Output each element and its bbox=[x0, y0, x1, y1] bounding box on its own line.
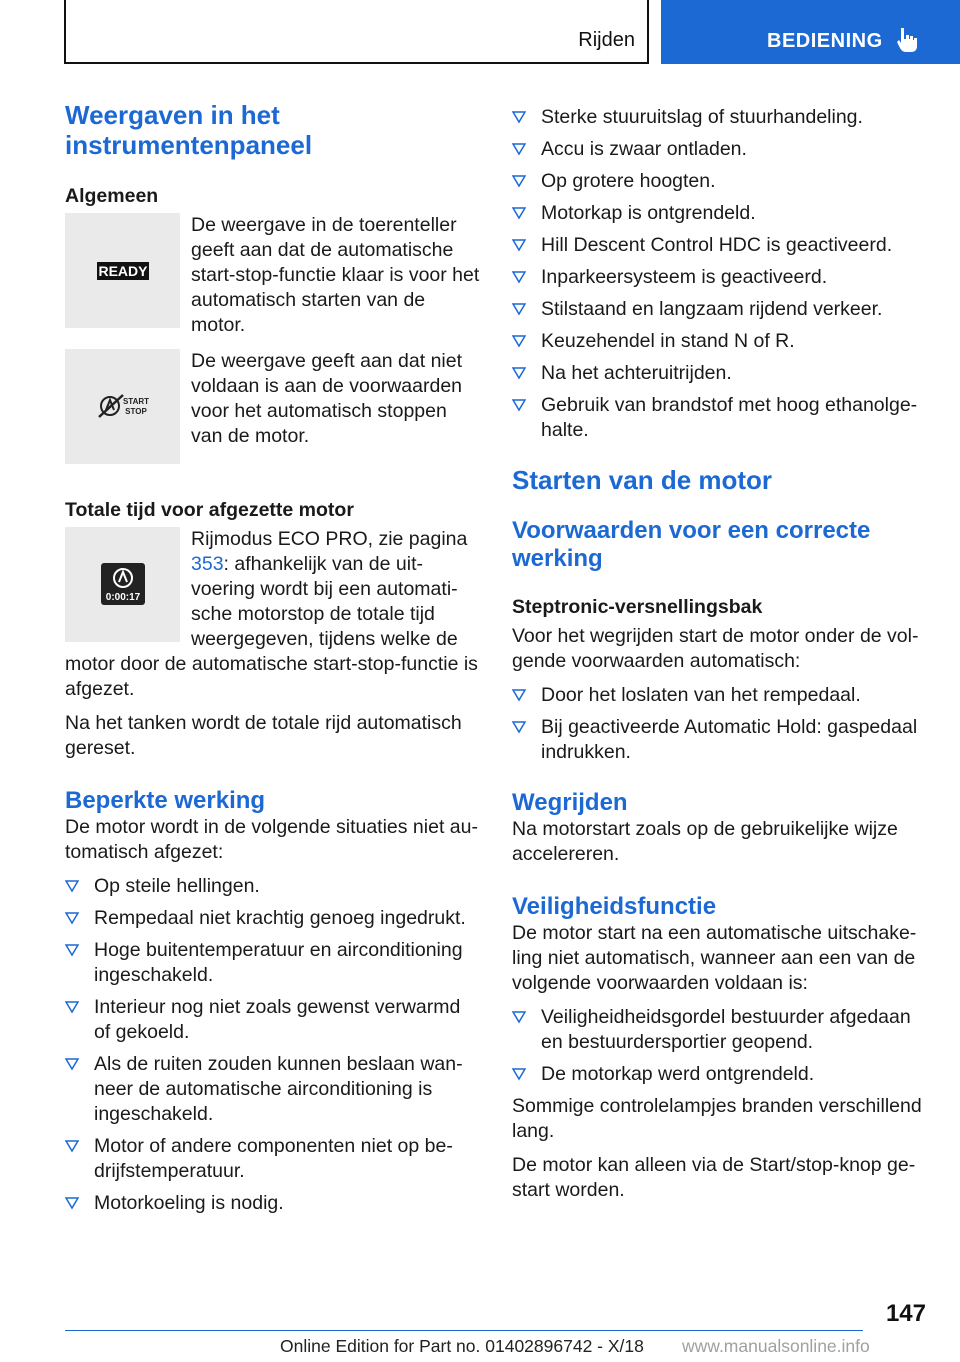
triangle-bullet-icon bbox=[512, 206, 526, 220]
list-item: Keuzehendel in stand N of R. bbox=[512, 329, 922, 354]
heading-wegrijden: Wegrijden bbox=[512, 789, 628, 816]
paragraph-beperkte-werking: De motor wordt in de volgende situaties niet automatisch afgezet: bbox=[65, 816, 478, 863]
right-column bbox=[512, 105, 922, 1212]
list-item: Op grotere hoogten. bbox=[512, 169, 922, 194]
paragraph-ready: De weergave in de toerenteller geeft aan dat de automatische start-stop-functie klaar is voor het automatisch starten van de motor. bbox=[191, 214, 480, 336]
list-item: Motor of andere componenten niet op bedrijfstemperatuur. bbox=[65, 1134, 480, 1184]
triangle-bullet-icon bbox=[512, 720, 526, 734]
list-beperkte-werking-continued bbox=[512, 105, 922, 443]
triangle-bullet-icon bbox=[65, 911, 79, 925]
list-item: Door het loslaten van het rempedaal. bbox=[512, 683, 922, 708]
list-item: Interieur nog niet zoals gewenst verwarmd of gekoeld. bbox=[65, 995, 480, 1045]
page-link-353[interactable]: 353 bbox=[191, 553, 224, 575]
heading-steptronic: Steptronic-versnellingsbak bbox=[512, 596, 763, 618]
startstop-unavailable-image bbox=[65, 349, 180, 464]
list-item: Stilstaand en langzaam rijdend verkeer. bbox=[512, 297, 922, 322]
list-item: Motorkap is ontgrendeld. bbox=[512, 201, 922, 226]
paragraph-veiligheidsfunctie: De motor start na een automatische uitschakeling niet automatisch, wanneer aan een van de volgende voorwaarden voldaan is: bbox=[512, 922, 917, 994]
list-item: De motorkap werd ontgrendeld. bbox=[512, 1062, 922, 1087]
triangle-bullet-icon bbox=[512, 302, 526, 316]
triangle-bullet-icon bbox=[512, 270, 526, 284]
engine-off-timer-image bbox=[65, 527, 180, 642]
header-chapter-tab[interactable] bbox=[661, 0, 960, 64]
triangle-bullet-icon bbox=[512, 110, 526, 124]
paragraph-not-ready: De weergave geeft aan dat niet voldaan is aan de voorwaarden voor het automatisch stoppen van de motor. bbox=[191, 350, 463, 447]
list-item: Motorkoeling is nodig. bbox=[65, 1191, 480, 1216]
header-section-box bbox=[64, 0, 649, 64]
list-item: Op steile hellingen. bbox=[65, 874, 480, 899]
triangle-bullet-icon bbox=[65, 943, 79, 957]
triangle-bullet-icon bbox=[512, 142, 526, 156]
triangle-bullet-icon bbox=[65, 1000, 79, 1014]
heading-algemeen: Algemeen bbox=[65, 185, 159, 207]
footer-watermark: www.manualsonline.info bbox=[682, 1336, 870, 1356]
list-item: Rempedaal niet krachtig genoeg ingedrukt. bbox=[65, 906, 480, 931]
list-item: Hoge buitentemperatuur en airconditioning ingeschakeld. bbox=[65, 938, 480, 988]
list-steptronic bbox=[512, 683, 922, 765]
list-item: Als de ruiten zouden kunnen beslaan wanneer de automatische airconditioning is ingeschakeld. bbox=[65, 1052, 480, 1127]
heading-weergaven: Weergaven in het instrumentenpaneel bbox=[65, 100, 313, 160]
paragraph-controlelampjes: Sommige controlelampjes branden verschillend lang. bbox=[512, 1095, 922, 1142]
triangle-bullet-icon bbox=[512, 238, 526, 252]
header-section-title: Rijden bbox=[578, 29, 635, 51]
list-item: Bij geactiveerde Automatic Hold: gaspedaal indrukken. bbox=[512, 715, 922, 765]
triangle-bullet-icon bbox=[512, 1067, 526, 1081]
heading-starten: Starten van de motor bbox=[512, 465, 773, 495]
triangle-bullet-icon bbox=[512, 174, 526, 188]
page-number: 147 bbox=[885, 1300, 926, 1327]
pointing-hand-icon bbox=[893, 26, 921, 54]
list-veiligheid bbox=[512, 1005, 922, 1087]
paragraph-startstop-knop: De motor kan alleen via de Start/stop-knop gestart worden. bbox=[512, 1154, 916, 1201]
start-icon-text: START bbox=[122, 397, 150, 406]
list-item: Accu is zwaar ontladen. bbox=[512, 137, 922, 162]
startstop-crossed-icon bbox=[99, 395, 123, 417]
list-item: Hill Descent Control HDC is geactiveerd. bbox=[512, 233, 922, 258]
triangle-bullet-icon bbox=[65, 1196, 79, 1210]
footer-edition: Online Edition for Part no. 01402896742 - X/18 bbox=[280, 1336, 644, 1356]
list-item: Na het achteruitrijden. bbox=[512, 361, 922, 386]
timer-icon-text: 0:00:17 bbox=[105, 592, 141, 603]
list-item: Veiligheidheidsgordel bestuurder afgedaan en bestuurdersportier geopend. bbox=[512, 1005, 922, 1055]
paragraph-wegrijden: Na motorstart zoals op de gebruikelijke wijze accelereren. bbox=[512, 818, 898, 865]
list-item: Inparkeersysteem is geactiveerd. bbox=[512, 265, 922, 290]
ready-indicator-image bbox=[65, 213, 180, 328]
list-beperkte-werking bbox=[65, 874, 480, 1216]
triangle-bullet-icon bbox=[512, 398, 526, 412]
list-item: Sterke stuuruitslag of stuurhandeling. bbox=[512, 105, 922, 130]
paragraph-tanken: Na het tanken wordt de totale rijd automatisch gereset. bbox=[65, 712, 462, 759]
triangle-bullet-icon bbox=[512, 334, 526, 348]
left-column bbox=[65, 100, 480, 1223]
triangle-bullet-icon bbox=[512, 1010, 526, 1024]
heading-voorwaarden: Voorwaarden voor een correcte werking bbox=[512, 517, 871, 572]
stop-icon-text: STOP bbox=[125, 407, 147, 416]
heading-veiligheidsfunctie: Veiligheidsfunctie bbox=[512, 893, 717, 920]
paragraph-steptronic: Voor het wegrijden start de motor onder de volgende voorwaarden automatisch: bbox=[512, 625, 919, 672]
triangle-bullet-icon bbox=[65, 879, 79, 893]
heading-beperkte-werking: Beperkte werking bbox=[65, 787, 266, 814]
header-chapter-title: BEDIENING bbox=[767, 30, 883, 52]
triangle-bullet-icon bbox=[512, 366, 526, 380]
ready-icon-text: READY bbox=[98, 263, 148, 279]
heading-totale-tijd: Totale tijd voor afgezette motor bbox=[65, 499, 354, 521]
paragraph-totale-tijd: Rijmodus ECO PRO, zie pagina 353: afhankelijk van de uitvoering wordt bij een automatische motorstop de totale tijd weergegeven, tijdens welke de motor door de automatische start-stop-functie is afgezet. bbox=[65, 528, 478, 700]
list-item: Gebruik van brandstof met hoog ethanolgehalte. bbox=[512, 393, 922, 443]
triangle-bullet-icon bbox=[65, 1139, 79, 1153]
triangle-bullet-icon bbox=[65, 1057, 79, 1071]
triangle-bullet-icon bbox=[512, 688, 526, 702]
footer-divider bbox=[65, 1330, 863, 1331]
